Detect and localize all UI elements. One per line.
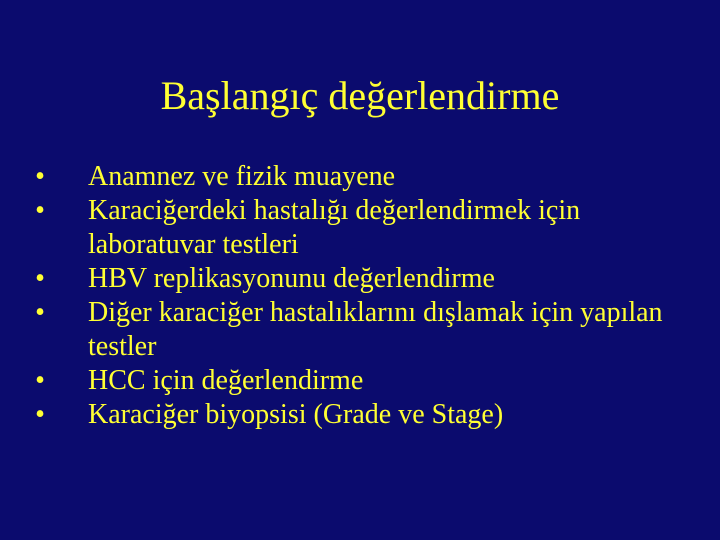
bullet-icon: • [35,195,45,226]
bullet-item [30,296,700,364]
bullet-item [30,398,700,432]
bullet-item [30,194,700,262]
bullet-icon: • [35,161,45,192]
bullet-item [30,160,700,194]
bullet-item [30,262,700,296]
bullet-item [30,364,700,398]
bullet-text: Karaciğer biyopsisi (Grade ve Stage) [88,399,504,430]
bullet-icon: • [35,365,45,396]
bullet-list [30,160,700,432]
bullet-text: HCC için değerlendirme [88,365,364,396]
bullet-text: HBV replikasyonunu değerlendirme [88,263,495,294]
bullet-text: Anamnez ve fizik muayene [88,161,396,192]
bullet-icon: • [35,263,45,294]
slide-title: Başlangıç değerlendirme [160,73,560,118]
bullet-text: Diğer karaciğer hastalıklarını dışlamak için yapılan testler [88,297,663,362]
bullet-text: Karaciğerdeki hastalığı değerlendirmek için laboratuvar testleri [88,195,581,260]
bullet-icon: • [35,297,45,328]
bullet-icon: • [35,399,45,430]
